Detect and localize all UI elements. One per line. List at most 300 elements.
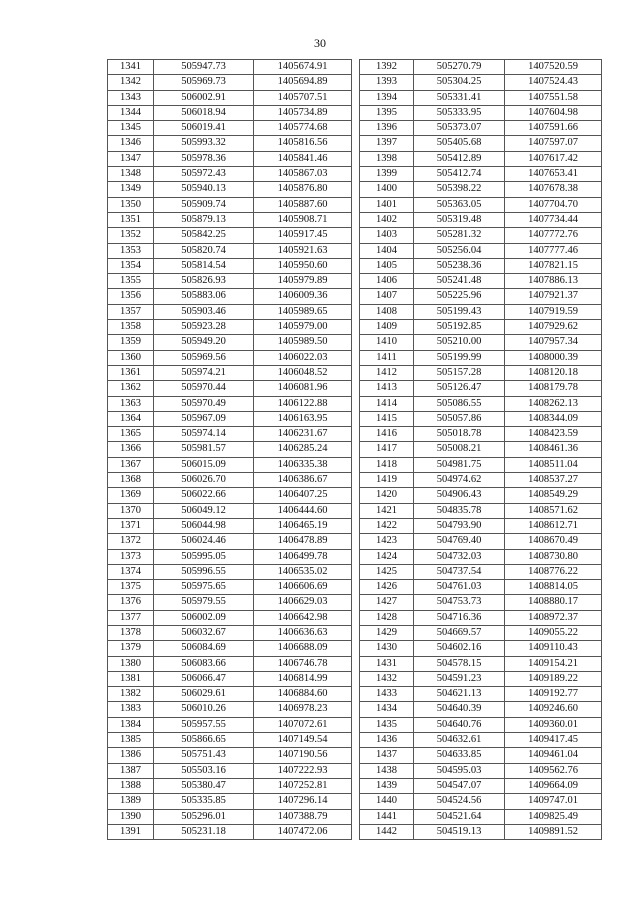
point-number-cell: 1351 [108, 212, 154, 227]
table-row [108, 60, 352, 75]
table-row [108, 228, 352, 243]
y-coordinate-cell: 1408344.09 [505, 411, 602, 426]
y-coordinate-cell: 1407190.56 [254, 748, 352, 763]
point-number-cell: 1392 [360, 60, 414, 75]
point-number-cell: 1414 [360, 396, 414, 411]
table-row [360, 411, 602, 426]
y-coordinate-cell: 1405707.51 [254, 90, 352, 105]
point-number-cell: 1342 [108, 75, 154, 90]
y-coordinate-cell: 1408511.04 [505, 457, 602, 472]
point-number-cell: 1352 [108, 228, 154, 243]
x-coordinate-cell: 506022.66 [154, 488, 254, 503]
table-row [108, 243, 352, 258]
table-row [108, 656, 352, 671]
x-coordinate-cell: 505842.25 [154, 228, 254, 243]
point-number-cell: 1422 [360, 518, 414, 533]
y-coordinate-cell: 1407296.14 [254, 794, 352, 809]
x-coordinate-cell: 505947.73 [154, 60, 254, 75]
x-coordinate-cell: 506002.91 [154, 90, 254, 105]
x-coordinate-cell: 505008.21 [414, 442, 505, 457]
point-number-cell: 1341 [108, 60, 154, 75]
x-coordinate-cell: 504524.56 [414, 794, 505, 809]
y-coordinate-cell: 1407653.41 [505, 167, 602, 182]
point-number-cell: 1429 [360, 625, 414, 640]
point-number-cell: 1381 [108, 671, 154, 686]
point-number-cell: 1369 [108, 488, 154, 503]
y-coordinate-cell: 1406285.24 [254, 442, 352, 457]
x-coordinate-cell: 505018.78 [414, 427, 505, 442]
x-coordinate-cell: 504591.23 [414, 671, 505, 686]
y-coordinate-cell: 1409417.45 [505, 733, 602, 748]
point-number-cell: 1373 [108, 549, 154, 564]
table-row [360, 733, 602, 748]
x-coordinate-cell: 505949.20 [154, 335, 254, 350]
y-coordinate-cell: 1406629.03 [254, 595, 352, 610]
point-number-cell: 1413 [360, 381, 414, 396]
table-row [360, 167, 602, 182]
point-number-cell: 1437 [360, 748, 414, 763]
y-coordinate-cell: 1405979.00 [254, 320, 352, 335]
y-coordinate-cell: 1405908.71 [254, 212, 352, 227]
x-coordinate-cell: 505210.00 [414, 335, 505, 350]
x-coordinate-cell: 504793.90 [414, 518, 505, 533]
y-coordinate-cell: 1407604.98 [505, 105, 602, 120]
table-row [360, 824, 602, 839]
point-number-cell: 1408 [360, 304, 414, 319]
x-coordinate-cell: 505751.43 [154, 748, 254, 763]
x-coordinate-cell: 505405.68 [414, 136, 505, 151]
point-number-cell: 1359 [108, 335, 154, 350]
point-number-cell: 1358 [108, 320, 154, 335]
point-number-cell: 1387 [108, 763, 154, 778]
point-number-cell: 1435 [360, 717, 414, 732]
y-coordinate-cell: 1409664.09 [505, 778, 602, 793]
table-row [360, 549, 602, 564]
point-number-cell: 1398 [360, 151, 414, 166]
table-row [360, 105, 602, 120]
point-number-cell: 1388 [108, 778, 154, 793]
table-row [108, 396, 352, 411]
point-number-cell: 1355 [108, 274, 154, 289]
point-number-cell: 1395 [360, 105, 414, 120]
x-coordinate-cell: 504519.13 [414, 824, 505, 839]
x-coordinate-cell: 505057.86 [414, 411, 505, 426]
x-coordinate-cell: 505820.74 [154, 243, 254, 258]
point-number-cell: 1368 [108, 473, 154, 488]
x-coordinate-cell: 505883.06 [154, 289, 254, 304]
y-coordinate-cell: 1407704.70 [505, 197, 602, 212]
table-row [108, 534, 352, 549]
table-row [360, 534, 602, 549]
point-number-cell: 1371 [108, 518, 154, 533]
point-number-cell: 1411 [360, 350, 414, 365]
point-number-cell: 1401 [360, 197, 414, 212]
y-coordinate-cell: 1406978.23 [254, 702, 352, 717]
x-coordinate-cell: 504632.61 [414, 733, 505, 748]
table-row [108, 610, 352, 625]
table-row [360, 228, 602, 243]
point-number-cell: 1423 [360, 534, 414, 549]
point-number-cell: 1362 [108, 381, 154, 396]
point-number-cell: 1361 [108, 365, 154, 380]
point-number-cell: 1384 [108, 717, 154, 732]
x-coordinate-cell: 506029.61 [154, 687, 254, 702]
point-number-cell: 1403 [360, 228, 414, 243]
x-coordinate-cell: 506015.09 [154, 457, 254, 472]
table-row [360, 320, 602, 335]
x-coordinate-cell: 504761.03 [414, 580, 505, 595]
x-coordinate-cell: 506026.70 [154, 473, 254, 488]
point-number-cell: 1407 [360, 289, 414, 304]
table-row [360, 717, 602, 732]
y-coordinate-cell: 1409055.22 [505, 625, 602, 640]
table-row [360, 396, 602, 411]
point-number-cell: 1348 [108, 167, 154, 182]
point-number-cell: 1402 [360, 212, 414, 227]
point-number-cell: 1415 [360, 411, 414, 426]
table-row [108, 289, 352, 304]
y-coordinate-cell: 1405674.91 [254, 60, 352, 75]
y-coordinate-cell: 1407597.07 [505, 136, 602, 151]
y-coordinate-cell: 1407617.42 [505, 151, 602, 166]
x-coordinate-cell: 505199.99 [414, 350, 505, 365]
x-coordinate-cell: 505814.54 [154, 258, 254, 273]
y-coordinate-cell: 1408814.05 [505, 580, 602, 595]
y-coordinate-cell: 1408537.27 [505, 473, 602, 488]
x-coordinate-cell: 505412.89 [414, 151, 505, 166]
table-row [108, 473, 352, 488]
coordinates-table-right [359, 59, 602, 840]
y-coordinate-cell: 1406688.09 [254, 641, 352, 656]
point-number-cell: 1374 [108, 564, 154, 579]
point-number-cell: 1393 [360, 75, 414, 90]
point-number-cell: 1346 [108, 136, 154, 151]
y-coordinate-cell: 1407524.43 [505, 75, 602, 90]
y-coordinate-cell: 1406465.19 [254, 518, 352, 533]
y-coordinate-cell: 1409246.60 [505, 702, 602, 717]
x-coordinate-cell: 505995.05 [154, 549, 254, 564]
y-coordinate-cell: 1407072.61 [254, 717, 352, 732]
table-row [360, 75, 602, 90]
x-coordinate-cell: 505157.28 [414, 365, 505, 380]
y-coordinate-cell: 1405841.46 [254, 151, 352, 166]
table-row [108, 335, 352, 350]
y-coordinate-cell: 1408120.18 [505, 365, 602, 380]
table-row [360, 778, 602, 793]
table-row [108, 671, 352, 686]
y-coordinate-cell: 1406642.98 [254, 610, 352, 625]
point-number-cell: 1410 [360, 335, 414, 350]
x-coordinate-cell: 505270.79 [414, 60, 505, 75]
y-coordinate-cell: 1407957.34 [505, 335, 602, 350]
point-number-cell: 1399 [360, 167, 414, 182]
x-coordinate-cell: 505972.43 [154, 167, 254, 182]
x-coordinate-cell: 505256.04 [414, 243, 505, 258]
y-coordinate-cell: 1409154.21 [505, 656, 602, 671]
table-row [108, 304, 352, 319]
table-row [360, 518, 602, 533]
x-coordinate-cell: 505970.44 [154, 381, 254, 396]
x-coordinate-cell: 504602.16 [414, 641, 505, 656]
point-number-cell: 1425 [360, 564, 414, 579]
y-coordinate-cell: 1409192.77 [505, 687, 602, 702]
table-row [360, 671, 602, 686]
point-number-cell: 1433 [360, 687, 414, 702]
x-coordinate-cell: 505225.96 [414, 289, 505, 304]
table-row [108, 258, 352, 273]
table-row [108, 167, 352, 182]
point-number-cell: 1421 [360, 503, 414, 518]
y-coordinate-cell: 1409825.49 [505, 809, 602, 824]
table-row [108, 75, 352, 90]
table-row [360, 274, 602, 289]
table-row [108, 212, 352, 227]
table-row [360, 503, 602, 518]
point-number-cell: 1409 [360, 320, 414, 335]
y-coordinate-cell: 1406081.96 [254, 381, 352, 396]
point-number-cell: 1378 [108, 625, 154, 640]
x-coordinate-cell: 504633.85 [414, 748, 505, 763]
y-coordinate-cell: 1407520.59 [505, 60, 602, 75]
x-coordinate-cell: 505975.65 [154, 580, 254, 595]
y-coordinate-cell: 1405876.80 [254, 182, 352, 197]
x-coordinate-cell: 505981.57 [154, 442, 254, 457]
x-coordinate-cell: 506019.41 [154, 121, 254, 136]
table-row [360, 289, 602, 304]
y-coordinate-cell: 1408262.13 [505, 396, 602, 411]
table-row [360, 442, 602, 457]
y-coordinate-cell: 1408670.49 [505, 534, 602, 549]
y-coordinate-cell: 1409891.52 [505, 824, 602, 839]
y-coordinate-cell: 1409562.76 [505, 763, 602, 778]
x-coordinate-cell: 505335.85 [154, 794, 254, 809]
point-number-cell: 1386 [108, 748, 154, 763]
point-number-cell: 1363 [108, 396, 154, 411]
y-coordinate-cell: 1407388.79 [254, 809, 352, 824]
y-coordinate-cell: 1408179.78 [505, 381, 602, 396]
x-coordinate-cell: 505967.09 [154, 411, 254, 426]
x-coordinate-cell: 505304.25 [414, 75, 505, 90]
y-coordinate-cell: 1406636.63 [254, 625, 352, 640]
y-coordinate-cell: 1408972.37 [505, 610, 602, 625]
x-coordinate-cell: 505974.21 [154, 365, 254, 380]
y-coordinate-cell: 1406231.67 [254, 427, 352, 442]
point-number-cell: 1426 [360, 580, 414, 595]
x-coordinate-cell: 505979.55 [154, 595, 254, 610]
point-number-cell: 1428 [360, 610, 414, 625]
table-row [108, 518, 352, 533]
table-row [108, 748, 352, 763]
table-row [108, 580, 352, 595]
table-row [108, 274, 352, 289]
point-number-cell: 1344 [108, 105, 154, 120]
y-coordinate-cell: 1407777.46 [505, 243, 602, 258]
table-row [108, 564, 352, 579]
table-row [108, 151, 352, 166]
point-number-cell: 1347 [108, 151, 154, 166]
point-number-cell: 1441 [360, 809, 414, 824]
point-number-cell: 1440 [360, 794, 414, 809]
table-row [108, 121, 352, 136]
x-coordinate-cell: 504716.36 [414, 610, 505, 625]
x-coordinate-cell: 506044.98 [154, 518, 254, 533]
x-coordinate-cell: 506083.66 [154, 656, 254, 671]
point-number-cell: 1382 [108, 687, 154, 702]
table-row [108, 733, 352, 748]
table-row [108, 182, 352, 197]
table-row [360, 457, 602, 472]
table-row [360, 656, 602, 671]
y-coordinate-cell: 1408571.62 [505, 503, 602, 518]
table-row [108, 197, 352, 212]
table-row [360, 625, 602, 640]
y-coordinate-cell: 1406499.78 [254, 549, 352, 564]
x-coordinate-cell: 505903.46 [154, 304, 254, 319]
point-number-cell: 1367 [108, 457, 154, 472]
table-row [108, 687, 352, 702]
y-coordinate-cell: 1406407.25 [254, 488, 352, 503]
point-number-cell: 1370 [108, 503, 154, 518]
table-row [108, 794, 352, 809]
table-row [360, 60, 602, 75]
table-row [108, 136, 352, 151]
point-number-cell: 1418 [360, 457, 414, 472]
point-number-cell: 1420 [360, 488, 414, 503]
point-number-cell: 1431 [360, 656, 414, 671]
table-row [360, 564, 602, 579]
coordinates-table-left-body [108, 60, 352, 840]
table-row [108, 641, 352, 656]
x-coordinate-cell: 504974.62 [414, 473, 505, 488]
table-row [360, 763, 602, 778]
y-coordinate-cell: 1408000.39 [505, 350, 602, 365]
x-coordinate-cell: 506066.47 [154, 671, 254, 686]
point-number-cell: 1365 [108, 427, 154, 442]
x-coordinate-cell: 505281.32 [414, 228, 505, 243]
y-coordinate-cell: 1407222.93 [254, 763, 352, 778]
x-coordinate-cell: 504640.76 [414, 717, 505, 732]
y-coordinate-cell: 1407772.76 [505, 228, 602, 243]
point-number-cell: 1366 [108, 442, 154, 457]
x-coordinate-cell: 505231.18 [154, 824, 254, 839]
coordinates-table-left [107, 59, 352, 840]
point-number-cell: 1390 [108, 809, 154, 824]
x-coordinate-cell: 504595.03 [414, 763, 505, 778]
table-row [360, 427, 602, 442]
y-coordinate-cell: 1406122.88 [254, 396, 352, 411]
point-number-cell: 1396 [360, 121, 414, 136]
table-row [360, 350, 602, 365]
point-number-cell: 1360 [108, 350, 154, 365]
point-number-cell: 1357 [108, 304, 154, 319]
x-coordinate-cell: 505996.55 [154, 564, 254, 579]
x-coordinate-cell: 505398.22 [414, 182, 505, 197]
table-row [360, 258, 602, 273]
coordinates-table-right-body [360, 60, 602, 840]
x-coordinate-cell: 504669.57 [414, 625, 505, 640]
y-coordinate-cell: 1409110.43 [505, 641, 602, 656]
page-number: 30 [314, 36, 326, 50]
table-row [360, 136, 602, 151]
point-number-cell: 1356 [108, 289, 154, 304]
point-number-cell: 1379 [108, 641, 154, 656]
x-coordinate-cell: 504732.03 [414, 549, 505, 564]
table-row [108, 427, 352, 442]
x-coordinate-cell: 504753.73 [414, 595, 505, 610]
table-row [360, 335, 602, 350]
x-coordinate-cell: 505969.56 [154, 350, 254, 365]
point-number-cell: 1389 [108, 794, 154, 809]
table-row [108, 411, 352, 426]
table-row [108, 320, 352, 335]
y-coordinate-cell: 1405887.60 [254, 197, 352, 212]
y-coordinate-cell: 1408880.17 [505, 595, 602, 610]
x-coordinate-cell: 505909.74 [154, 197, 254, 212]
y-coordinate-cell: 1406048.52 [254, 365, 352, 380]
x-coordinate-cell: 504769.40 [414, 534, 505, 549]
y-coordinate-cell: 1405694.89 [254, 75, 352, 90]
y-coordinate-cell: 1409360.01 [505, 717, 602, 732]
x-coordinate-cell: 505970.49 [154, 396, 254, 411]
y-coordinate-cell: 1406022.03 [254, 350, 352, 365]
x-coordinate-cell: 505126.47 [414, 381, 505, 396]
table-row [360, 641, 602, 656]
table-row [360, 595, 602, 610]
y-coordinate-cell: 1406746.78 [254, 656, 352, 671]
y-coordinate-cell: 1408612.71 [505, 518, 602, 533]
y-coordinate-cell: 1406606.69 [254, 580, 352, 595]
table-row [108, 702, 352, 717]
x-coordinate-cell: 504981.75 [414, 457, 505, 472]
x-coordinate-cell: 504737.54 [414, 564, 505, 579]
table-row [360, 687, 602, 702]
y-coordinate-cell: 1408423.59 [505, 427, 602, 442]
table-row [360, 304, 602, 319]
x-coordinate-cell: 505086.55 [414, 396, 505, 411]
table-row [360, 794, 602, 809]
x-coordinate-cell: 506002.09 [154, 610, 254, 625]
table-row [360, 580, 602, 595]
y-coordinate-cell: 1406386.67 [254, 473, 352, 488]
y-coordinate-cell: 1406535.02 [254, 564, 352, 579]
table-row [108, 778, 352, 793]
x-coordinate-cell: 505412.74 [414, 167, 505, 182]
y-coordinate-cell: 1408549.29 [505, 488, 602, 503]
table-row [108, 365, 352, 380]
y-coordinate-cell: 1409747.01 [505, 794, 602, 809]
x-coordinate-cell: 505974.14 [154, 427, 254, 442]
point-number-cell: 1400 [360, 182, 414, 197]
x-coordinate-cell: 505993.32 [154, 136, 254, 151]
table-row [360, 90, 602, 105]
y-coordinate-cell: 1406814.99 [254, 671, 352, 686]
table-row [108, 763, 352, 778]
x-coordinate-cell: 505333.95 [414, 105, 505, 120]
table-row [108, 381, 352, 396]
point-number-cell: 1345 [108, 121, 154, 136]
point-number-cell: 1419 [360, 473, 414, 488]
table-row [108, 503, 352, 518]
y-coordinate-cell: 1407591.66 [505, 121, 602, 136]
y-coordinate-cell: 1405816.56 [254, 136, 352, 151]
y-coordinate-cell: 1407551.58 [505, 90, 602, 105]
y-coordinate-cell: 1406335.38 [254, 457, 352, 472]
point-number-cell: 1439 [360, 778, 414, 793]
point-number-cell: 1354 [108, 258, 154, 273]
x-coordinate-cell: 505978.36 [154, 151, 254, 166]
point-number-cell: 1383 [108, 702, 154, 717]
x-coordinate-cell: 504578.15 [414, 656, 505, 671]
